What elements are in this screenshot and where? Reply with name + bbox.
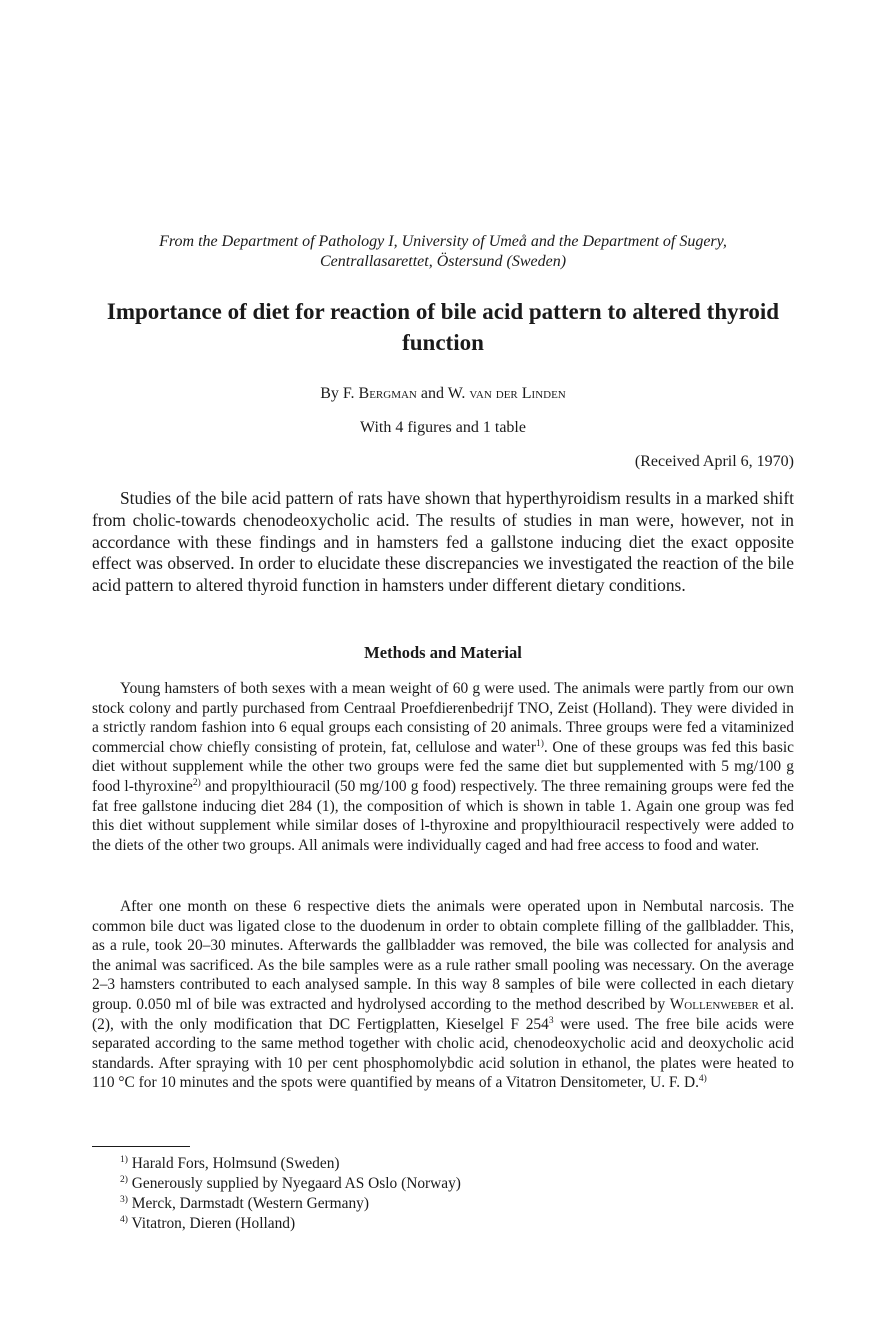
- author-1-name: Bergman: [358, 385, 417, 402]
- author-and: and: [420, 385, 444, 402]
- figures-note: With 4 figures and 1 table: [360, 419, 526, 436]
- author-2-initial: W.: [447, 385, 466, 402]
- footnote-ref-2: 2): [192, 777, 201, 788]
- footnote-ref-3: 3: [548, 1015, 554, 1026]
- paragraph-1-text-a: Young hamsters of both sexes with a mean weight of 60 g were used. The animals were partly from our own stock colony and partly purchased from Centraal Proefdierenbedrijf TNO, Zeist (Holland). They were divided in a strictly random fashion into 6 equal groups each consisting of 20 animals. Three groups were fed a vitaminized commercial chow chiefly consisting of protein, fat, cellulose and water: [92, 680, 794, 756]
- affiliation: [92, 232, 794, 272]
- footnote-1: [120, 1154, 720, 1174]
- footnote-text: Generously supplied by Nyegaard AS Oslo (Norway): [131, 1175, 461, 1192]
- affiliation-line-2: Centrallasarettet, Östersund (Sweden): [319, 253, 567, 270]
- author-line: [92, 384, 794, 404]
- paragraph-2-text-a: After one month on these 6 respective diets the animals were operated upon in Nembutal narcosis. The common bile duct was ligated close to the duodenum in order to obtain complete filling of the gallbladder. This, as a rule, took 20–30 minutes. Afterwards the gallbladder was removed, the bile was collected for analysis and the animal was sacrificed. As the bile samples were as a rule rather small pooling was necessary. On the average 2–3 hamsters contributed to each analysed sample. In this way 8 samples of bile were collected in each dietary group. 0.050 ml of bile was extracted and hydrolysed according to the method described by: [92, 898, 794, 1013]
- footnote-3: [120, 1194, 720, 1214]
- footnote-ref-1: 1): [535, 738, 544, 749]
- abstract: [92, 488, 794, 597]
- footnote-mark: 3): [120, 1194, 128, 1205]
- author-by: By: [320, 385, 339, 402]
- paragraph-1-text-b: . One of these groups was fed this basic diet without supplement while the other two groups were fed the same diet but supplemented with 5 mg/100 g food l-thyroxine: [92, 738, 794, 795]
- footnotes: [120, 1154, 720, 1234]
- footnote-text: Harald Fors, Holmsund (Sweden): [131, 1155, 340, 1172]
- author-1-initial: F.: [342, 385, 355, 402]
- abstract-text: Studies of the bile acid pattern of rats have shown that hyperthyroidism results in a marked shift from cholic-towards chenodeoxycholic acid. The results of studies in man were, however, not in accordance with these findings and in hamsters fed a gallstone inducing diet the exact opposite effect was observed. In order to elucidate these discrepancies we investigated the reaction of the bile acid pattern to altered thyroid function in hamsters under different dietary conditions.: [92, 488, 794, 596]
- paragraph-2-text-b: et al. (2), with the only modification that DC Fertigplatten, Kieselgel F 254: [92, 995, 794, 1033]
- methods-paragraph-2: [92, 897, 794, 1093]
- footnote-4: [120, 1214, 720, 1234]
- footnote-2: [120, 1174, 720, 1194]
- author-2-name: van der Linden: [469, 385, 566, 402]
- cited-author-name: Wollenweber: [669, 995, 759, 1013]
- article-title: Importance of diet for reaction of bile acid pattern to altered thyroid function: [106, 299, 780, 355]
- footnote-text: Vitatron, Dieren (Holland): [131, 1215, 296, 1232]
- footnote-divider: [92, 1146, 190, 1147]
- footnote-ref-4: 4): [698, 1074, 707, 1085]
- paragraph-2-text-c: were used. The free bile acids were separated according to the same method together with cholic acid, chenodeoxycholic acid and deoxycholic acid standards. After spraying with 10 per cent phosphomolybdic acid solution in ethanol, the plates were heated to 110 °C for 10 minutes and the spots were quantified by means of a Vitatron Densitometer, U. F. D.: [92, 1015, 794, 1092]
- methods-paragraph-1: [92, 679, 794, 855]
- section-heading: Methods and Material: [364, 643, 522, 662]
- footnote-text: Merck, Darmstadt (Western Germany): [131, 1195, 370, 1212]
- received-date: (Received April 6, 1970): [634, 453, 794, 470]
- paragraph-1-text-c: and propylthiouracil (50 mg/100 g food) respectively. The three remaining groups were fed the fat free gallstone inducing diet 284 (1), the composition of which is shown in table 1. Again one group was fed this diet without supplement while similar doses of l-thyroxine and propylthiouracil respectively were added to the diets of the other two groups. All animals were individually caged and had free access to food and water.: [92, 777, 794, 854]
- affiliation-line-1: From the Department of Pathology I, University of Umeå and the Department of Sugery,: [159, 233, 727, 250]
- footnote-mark: 1): [120, 1154, 128, 1165]
- footnote-mark: 2): [120, 1174, 128, 1185]
- footnote-mark: 4): [120, 1214, 128, 1225]
